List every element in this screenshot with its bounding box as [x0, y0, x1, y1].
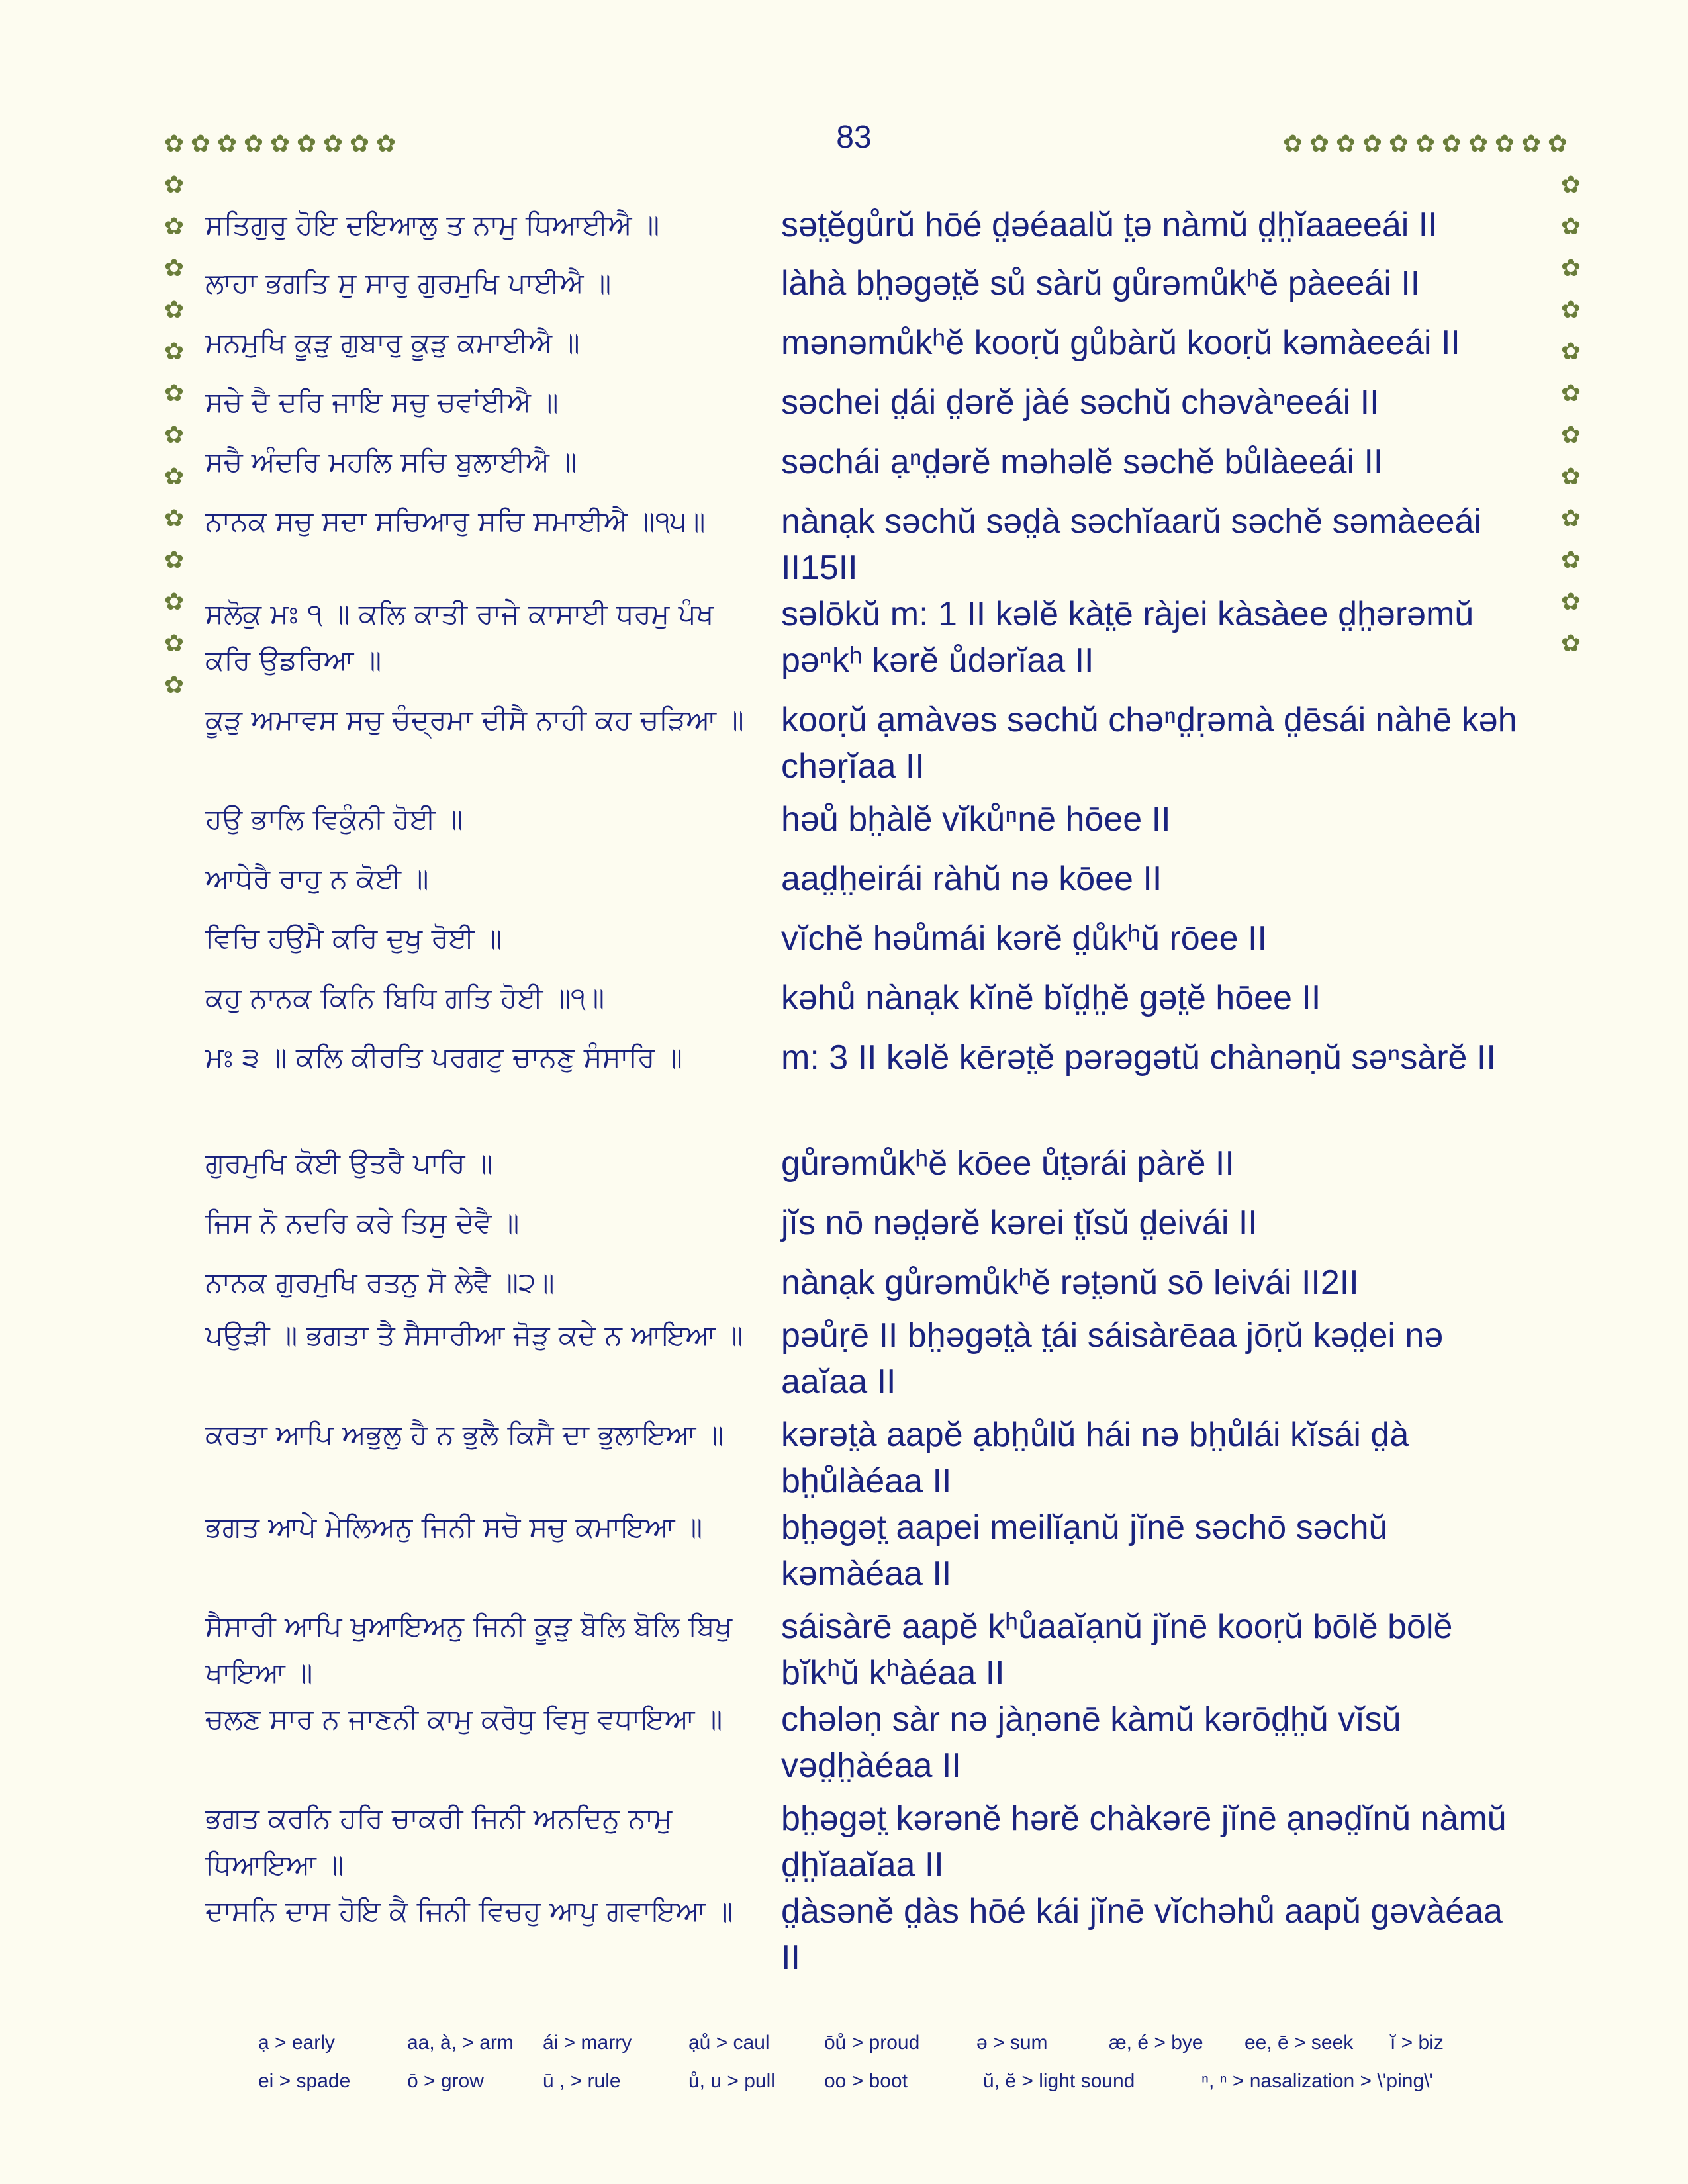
transliteration-text: nànạk səchŭ səd̤à səchĭaarŭ səchĕ səmàeeái II15II: [781, 502, 1482, 587]
flower-ornament-icon: ✿: [1335, 130, 1356, 158]
gurmukhi-text: ਕਹੁ ਨਾਨਕ ਕਿਨਿ ਬਿਧਿ ਗਤਿ ਹੋਈ ॥੧॥: [205, 981, 605, 1014]
gurmukhi-text: ਕਰਤਾ ਆਪਿ ਅਭੁਲੁ ਹੈ ਨ ਭੁਲੈ ਕਿਸੈ ਦਾ ਭੁਲਾਇਆ ॥: [205, 1418, 724, 1451]
transliteration-text: aad̤h̤eirái ràhŭ nə kōee II: [781, 860, 1162, 898]
flower-ornament-icon: ✿: [1362, 130, 1383, 158]
page-number: 83: [836, 120, 872, 155]
flower-ornament-icon: ✿: [1560, 296, 1581, 324]
gurmukhi-text: ਗੁਰਮੁਖਿ ਕੋਈ ਉਤਰੈ ਪਾਰਿ ॥: [205, 1147, 493, 1179]
flower-ornament-icon: ✿: [164, 171, 185, 199]
transliteration-text: həů bh̤àlĕ vĭkůⁿnē hōee II: [781, 800, 1171, 839]
legend-item: ō > grow: [407, 2070, 484, 2092]
transliteration-text: mənəmůkʰĕ kooṛŭ gůbàrŭ kooṛŭ kəmàeeái II: [781, 324, 1460, 362]
legend-item: ĭ > biz: [1390, 2032, 1444, 2054]
flower-ornament-icon: ✿: [164, 463, 185, 490]
gurmukhi-text: ਭਗਤ ਆਪੇ ਮੇਲਿਅਨੁ ਜਿਨੀ ਸਚੋ ਸਚੁ ਕਮਾਇਆ ॥: [205, 1511, 703, 1543]
transliteration-text: bh̤əgət̤ aapei meilĭạnŭ jĭnē səchō səchŭ kəmàéaa II: [781, 1508, 1388, 1593]
legend-item: ái > marry: [543, 2032, 632, 2054]
gurmukhi-text: ਜਿਸ ਨੋ ਨਦਰਿ ਕਰੇ ਤਿਸੁ ਦੇਵੈ ॥: [205, 1206, 520, 1239]
legend-item: ạ > early: [258, 2032, 335, 2054]
gurmukhi-text: ਪਉੜੀ ॥ ਭਗਤਾ ਤੈ ਸੈਸਾਰੀਆ ਜੋੜੁ ਕਦੇ ਨ ਆਇਆ ॥: [205, 1319, 743, 1351]
transliteration-text: səchei d̤ái d̤ərĕ jàé səchŭ chəvàⁿeeái II: [781, 383, 1380, 422]
flower-ornament-icon: ✿: [269, 130, 291, 158]
flower-ornament-icon: ✿: [1560, 422, 1581, 449]
flower-ornament-icon: ✿: [1560, 588, 1581, 615]
flower-ornament-icon: ✿: [164, 296, 185, 324]
legend-item: ū , > rule: [543, 2070, 621, 2092]
flower-ornament-icon: ✿: [1494, 130, 1515, 158]
legend-item: ei > spade: [258, 2070, 351, 2092]
transliteration-text: sət̤ĕgůrŭ hōé d̤əéaalŭ t̤ə nàmŭ d̤h̤ĭaaeeái II: [781, 206, 1438, 244]
flower-ornament-icon: ✿: [164, 213, 185, 240]
transliteration-text: gůrəmůkʰĕ kōee ůt̤ərái pàrĕ II: [781, 1144, 1235, 1183]
transliteration-text: nànạk gůrəmůkʰĕ rət̤ənŭ sō leivái II2II: [781, 1263, 1359, 1302]
transliteration-text: m: 3 II kəlĕ kērət̤ĕ pərəgətŭ chànəṇŭ səⁿsàrĕ II: [781, 1038, 1496, 1077]
gurmukhi-text: ਦਾਸਨਿ ਦਾਸ ਹੋਇ ਕੈ ਜਿਨੀ ਵਿਚਹੁ ਆਪੁ ਗਵਾਇਆ ॥: [205, 1895, 733, 1927]
flower-ornament-icon: ✿: [164, 588, 185, 615]
transliteration-text: kəhů nànạk kĭnĕ bĭd̤h̤ĕ gət̤ĕ hōee II: [781, 979, 1321, 1017]
flower-ornament-icon: ✿: [1521, 130, 1542, 158]
gurmukhi-text: ਸਚੇ ਦੈ ਦਰਿ ਜਾਇ ਸਚੁ ਚਵਾਂਈਐ ॥: [205, 386, 559, 418]
gurmukhi-text: ਹਉ ਭਾਲਿ ਵਿਕੁੰਨੀ ਹੋਈ ॥: [205, 803, 463, 835]
flower-ornament-icon: ✿: [190, 130, 211, 158]
flower-ornament-icon: ✿: [322, 130, 344, 158]
transliteration-text: làhà bh̤əgət̤ĕ sů sàrŭ gůrəmůkʰĕ pàeeái II: [781, 264, 1421, 302]
flower-ornament-icon: ✿: [1441, 130, 1462, 158]
legend-item: aa, à, > arm: [407, 2032, 514, 2054]
flower-ornament-icon: ✿: [164, 547, 185, 574]
gurmukhi-text: ਸੈਸਾਰੀ ਆਪਿ ਖੁਆਇਅਨੁ ਜਿਨੀ ਕੂੜੁ ਬੋਲਿ ਬੋਲਿ ਬਿਖੁ ਖਾਇਆ ॥: [205, 1610, 733, 1689]
flower-ornament-icon: ✿: [1282, 130, 1303, 158]
flower-ornament-icon: ✿: [1560, 630, 1581, 657]
legend-item: oo > boot: [824, 2070, 908, 2092]
flower-ornament-icon: ✿: [296, 130, 317, 158]
transliteration-text: jĭs nō nəd̤ərĕ kərei t̤ĭsŭ d̤eivái II: [781, 1204, 1258, 1242]
flower-ornament-icon: ✿: [164, 380, 185, 407]
flower-ornament-icon: ✿: [1547, 130, 1568, 158]
gurmukhi-text: ਮਃ ੩ ॥ ਕਲਿ ਕੀਰਤਿ ਪਰਗਟੁ ਚਾਨਣੁ ਸੰਸਾਰਿ ॥: [205, 1041, 682, 1073]
legend-item: ů, u > pull: [688, 2070, 775, 2092]
gurmukhi-text: ਲਾਹਾ ਭਗਤਿ ਸੁ ਸਾਰੁ ਗੁਰਮੁਖਿ ਪਾਈਐ ॥: [205, 267, 612, 299]
flower-ornament-icon: ✿: [1560, 255, 1581, 282]
legend-item: ə > sum: [976, 2032, 1048, 2054]
transliteration-text: sáisàrē aapĕ kʰůaaĭạnŭ jĭnē kooṛŭ bōlĕ bōlĕ bĭkʰŭ kʰàéaa II: [781, 1608, 1453, 1692]
flower-ornament-icon: ✿: [1560, 213, 1581, 240]
gurmukhi-text: ਕੂੜੁ ਅਮਾਵਸ ਸਚੁ ਚੰਦ੍ਰਮਾ ਦੀਸੈ ਨਾਹੀ ਕਹ ਚੜਿਆ ॥: [205, 704, 744, 736]
legend-item: ⁿ, ⁿ > nasalization > \'ping\': [1201, 2070, 1434, 2092]
gurmukhi-text: ਭਗਤ ਕਰਨਿ ਹਰਿ ਚਾਕਰੀ ਜਿਨੀ ਅਨਦਿਨੁ ਨਾਮੁ ਧਿਆਇਆ ॥: [205, 1802, 673, 1881]
transliteration-text: vĭchĕ həůmái kərĕ d̤ůkʰŭ rōee II: [781, 919, 1267, 958]
flower-ornament-icon: ✿: [349, 130, 370, 158]
gurmukhi-text: ਆਧੇਰੈ ਰਾਹੁ ਨ ਕੋਈ ॥: [205, 862, 429, 895]
flower-ornament-icon: ✿: [164, 422, 185, 449]
transliteration-text: chələṇ sàr nə jàṇənē kàmŭ kərōd̤h̤ŭ vĭsŭ vəd̤h̤àéaa II: [781, 1700, 1401, 1785]
gurmukhi-text: ਮਨਮੁਖਿ ਕੂੜੁ ਗੁਬਾਰੁ ਕੂੜੁ ਕਮਾਈਐ ॥: [205, 326, 580, 359]
legend-item: ōů > proud: [824, 2032, 920, 2054]
flower-ornament-icon: ✿: [164, 505, 185, 532]
gurmukhi-text: ਸਲੋਕੁ ਮਃ ੧ ॥ ਕਲਿ ਕਾਤੀ ਰਾਜੇ ਕਾਸਾਈ ਧਰਮੁ ਪੰਖ ਕਰਿ ਉਡਰਿਆ ॥: [205, 598, 714, 676]
flower-ornament-icon: ✿: [1388, 130, 1409, 158]
gurmukhi-text: ਸਤਿਗੁਰੁ ਹੋਇ ਦਇਆਲੁ ਤ ਨਾਮੁ ਧਿਆਈਐ ॥: [205, 208, 660, 241]
transliteration-text: pəůṛē II bh̤əgət̤à t̤ái sáisàrēaa jōṛŭ kəd̤ei nə aaĭaa II: [781, 1316, 1444, 1401]
flower-ornament-icon: ✿: [164, 338, 185, 365]
gurmukhi-text: ਨਾਨਕ ਸਚੁ ਸਦਾ ਸਚਿਆਰੁ ਸਚਿ ਸਮਾਈਐ ॥੧੫॥: [205, 505, 706, 537]
transliteration-text: kərət̤à aapĕ ạbh̤ůlŭ hái nə bh̤ůlái kĭsái d̤à bh̤ůlàéaa II: [781, 1416, 1409, 1500]
flower-ornament-icon: ✿: [1560, 380, 1581, 407]
flower-ornament-icon: ✿: [1309, 130, 1330, 158]
flower-ornament-icon: ✿: [1560, 547, 1581, 574]
flower-ornament-icon: ✿: [164, 630, 185, 657]
flower-ornament-icon: ✿: [1560, 338, 1581, 365]
transliteration-text: d̤àsənĕ d̤às hōé kái jĭnē vĭchəhů aapŭ gəvàéaa II: [781, 1892, 1503, 1977]
legend-item: ŭ, ĕ > light sound: [983, 2070, 1135, 2092]
gurmukhi-text: ਚਲਣ ਸਾਰ ਨ ਜਾਣਨੀ ਕਾਮੁ ਕਰੋਧੁ ਵਿਸੁ ਵਧਾਇਆ ॥: [205, 1703, 723, 1735]
flower-ornament-icon: ✿: [1560, 505, 1581, 532]
flower-ornament-icon: ✿: [216, 130, 238, 158]
gurmukhi-text: ਸਚੈ ਅੰਦਰਿ ਮਹਲਿ ਸਚਿ ਬੁਲਾਈਐ ॥: [205, 445, 577, 478]
flower-ornament-icon: ✿: [1560, 171, 1581, 199]
transliteration-text: kooṛŭ ạmàvəs səchŭ chəⁿd̤ṛəmà d̤ēsái nàhē kəh chəṛĭaa II: [781, 701, 1517, 786]
flower-ornament-icon: ✿: [1468, 130, 1489, 158]
flower-ornament-icon: ✿: [243, 130, 264, 158]
flower-ornament-icon: ✿: [1560, 463, 1581, 490]
flower-ornament-icon: ✿: [164, 672, 185, 699]
transliteration-text: səlōkŭ m: 1 II kəlĕ kàt̤ē ràjei kàsàee d̤h̤ərəmŭ pəⁿkʰ kərĕ ůdərĭaa II: [781, 595, 1474, 680]
legend-item: ee, ē > seek: [1244, 2032, 1354, 2054]
flower-ornament-icon: ✿: [164, 130, 185, 158]
gurmukhi-text: ਨਾਨਕ ਗੁਰਮੁਖਿ ਰਤਨੁ ਸੋ ਲੇਵੈ ॥੨॥: [205, 1266, 555, 1298]
flower-ornament-icon: ✿: [375, 130, 397, 158]
transliteration-text: bh̤əgət̤ kərənĕ hərĕ chàkərē jĭnē ạnəd̤ĭnŭ nàmŭ d̤h̤ĭaaĭaa II: [781, 1799, 1507, 1884]
transliteration-text: səchái ạⁿd̤ərĕ məhəlĕ səchĕ bůlàeeái II: [781, 443, 1383, 481]
legend-item: ạů > caul: [688, 2032, 770, 2054]
gurmukhi-text: ਵਿਚਿ ਹਉਮੈ ਕਰਿ ਦੁਖੁ ਰੋਈ ॥: [205, 922, 502, 954]
flower-ornament-icon: ✿: [164, 255, 185, 282]
flower-ornament-icon: ✿: [1415, 130, 1436, 158]
legend-item: æ, é > bye: [1109, 2032, 1203, 2054]
